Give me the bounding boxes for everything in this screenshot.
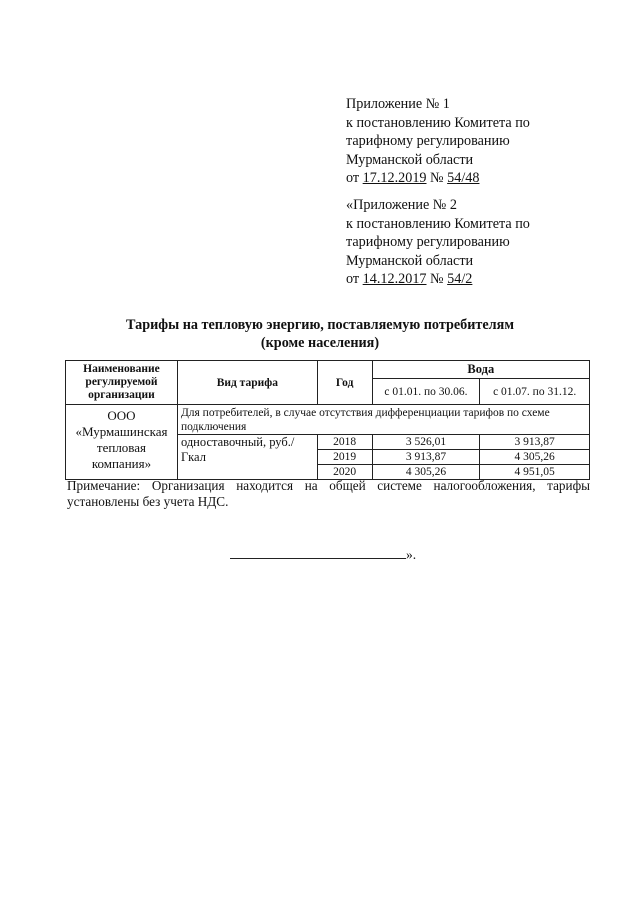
value-cell: 3 913,87 <box>480 435 590 450</box>
header-year: Год <box>317 361 372 405</box>
appendix-2-date-prefix: от <box>346 271 363 288</box>
value-cell: 4 305,26 <box>480 450 590 465</box>
appendix-1-line2: к постановлению Комитета по <box>346 114 530 131</box>
year-cell: 2018 <box>317 435 372 450</box>
appendix-2-number: 54/2 <box>447 271 473 288</box>
value-cell: 4 305,26 <box>372 465 480 480</box>
closing-line <box>230 546 430 563</box>
header-period-2: с 01.07. по 31.12. <box>480 379 590 405</box>
document-title-line1: Тарифы на тепловую энергию, поставляемую потребителям <box>126 317 514 333</box>
tax-note-line2: установлены без учета НДС. <box>67 494 229 509</box>
appendix-1-number: 54/48 <box>447 170 480 187</box>
appendix-1-date-prefix: от <box>346 170 363 187</box>
value-cell: 3 526,01 <box>372 435 480 450</box>
appendix-2-line3: тарифному регулированию <box>346 234 510 251</box>
header-tariff-type: Вид тарифа <box>177 361 317 405</box>
consumer-note-cell: Для потребителей, в случае отсутствия дифференциации тарифов по схеме подключения <box>177 405 589 435</box>
tax-note <box>67 478 590 510</box>
appendix-1-date-line <box>346 169 606 188</box>
signature-rule <box>230 546 406 559</box>
appendix-2-line4: Мурманской области <box>346 252 474 269</box>
header-water: Вода <box>372 361 589 379</box>
appendix-2-date: 14.12.2017 <box>362 271 427 288</box>
appendix-1-line4: Мурманской области <box>346 151 474 168</box>
header-period-1: с 01.01. по 30.06. <box>372 379 480 405</box>
year-cell: 2019 <box>317 450 372 465</box>
appendix-1-date: 17.12.2019 <box>362 170 427 187</box>
header-organization: Наименование регулируемой организации <box>66 361 178 405</box>
appendix-1-title: Приложение № 1 <box>346 96 450 112</box>
appendix-1-number-prefix: № <box>426 170 448 187</box>
document-title <box>40 316 600 352</box>
appendix-1-block <box>346 95 606 188</box>
closing-quote: ». <box>406 547 417 562</box>
value-cell: 3 913,87 <box>372 450 480 465</box>
appendix-2-date-line <box>346 270 606 289</box>
appendix-2-number-prefix: № <box>426 271 448 288</box>
appendix-1-line3: тарифному регулированию <box>346 133 510 150</box>
value-cell: 4 951,05 <box>480 465 590 480</box>
year-cell: 2020 <box>317 465 372 480</box>
tariff-type-cell: одноставочный, руб./Гкал <box>177 435 317 480</box>
tax-note-line1: Примечание: Организация находится на общей системе налогообложения, тарифы <box>67 478 590 493</box>
appendix-2-line2: к постановлению Комитета по <box>346 215 530 232</box>
appendix-2-title: «Приложение № 2 <box>346 197 457 213</box>
document-title-line2: (кроме населения) <box>260 335 380 351</box>
tariff-table <box>65 360 590 480</box>
appendix-2-block <box>346 196 606 289</box>
organization-cell: ООО «Мурмашинская тепловая компания» <box>66 405 178 480</box>
